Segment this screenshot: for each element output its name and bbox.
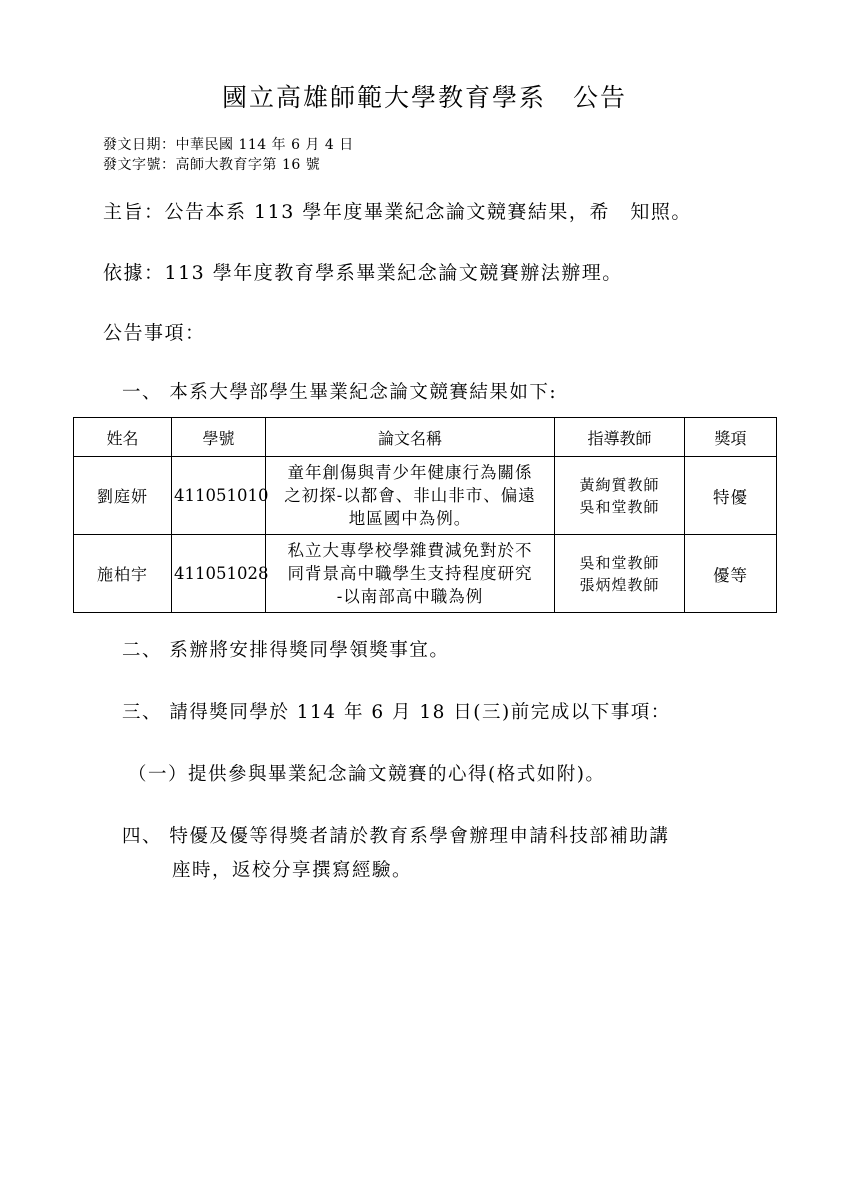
student-id: 411051028: [172, 535, 266, 613]
header-award: 獎項: [685, 418, 777, 457]
item-1: 一、 本系大學部學生畢業紀念論文競賽結果如下:: [122, 382, 558, 403]
header-thesis: 論文名稱: [266, 418, 555, 457]
item-4-line-2: 座時，返校分享撰寫經驗。: [172, 860, 413, 881]
item-4-line-1: 四、 特優及優等得獎者請於教育系學會辦理申請科技部補助講: [122, 826, 670, 847]
advisors: [555, 457, 685, 535]
header-student-id: 學號: [172, 418, 266, 457]
student-name: 施柏宇: [74, 535, 172, 613]
advisor-name: 吳和堂教師: [579, 553, 660, 572]
item-3: 三、 請得獎同學於 114 年 6 月 18 日(三)前完成以下事項：: [122, 702, 671, 723]
thesis-line: 私立大專學校學雜費減免對於不: [287, 541, 533, 560]
header-name: 姓名: [74, 418, 172, 457]
student-name: 劉庭妍: [74, 457, 172, 535]
award: 優等: [685, 535, 777, 613]
table-header-row: [74, 418, 777, 457]
document-title: 國立高雄師範大學教育學系 公告: [221, 83, 627, 112]
award: 特優: [685, 457, 777, 535]
header-advisor: 指導教師: [555, 418, 685, 457]
table-row: [74, 457, 777, 535]
basis-paragraph: 依據：113 學年度教育學系畢業紀念論文競賽辦法辦理。: [103, 262, 623, 284]
advisor-name: 張炳煌教師: [579, 575, 660, 594]
item-3-sub-1: （一）提供參與畢業紀念論文競賽的心得(格式如附)。: [128, 764, 606, 785]
thesis-line: 地區國中為例。: [348, 509, 472, 528]
thesis-line: -以南部高中職為例: [336, 587, 484, 606]
thesis-line: 之初探-以都會、非山非市、偏遠: [284, 486, 536, 505]
subject-paragraph: 主旨：公告本系 113 學年度畢業紀念論文競賽結果，希 知照。: [103, 201, 692, 223]
thesis-line: 童年創傷與青少年健康行為關係: [287, 463, 533, 482]
item-2: 二、 系辦將安排得獎同學領獎事宜。: [122, 640, 450, 661]
student-id: 411051010: [172, 457, 266, 535]
results-table: [73, 417, 777, 613]
thesis-line: 同背景高中職學生支持程度研究: [287, 564, 533, 583]
advisors: [555, 535, 685, 613]
table-row: [74, 535, 777, 613]
thesis-title: [266, 535, 555, 613]
document-number: 發文字號：高師大教育字第 16 號: [103, 157, 321, 173]
advisor-name: 吳和堂教師: [579, 497, 660, 516]
advisor-name: 黃絢質教師: [579, 475, 660, 494]
issue-date: 發文日期：中華民國 114 年 6 月 4 日: [103, 137, 354, 153]
items-heading: 公告事項：: [103, 322, 206, 344]
thesis-title: [266, 457, 555, 535]
